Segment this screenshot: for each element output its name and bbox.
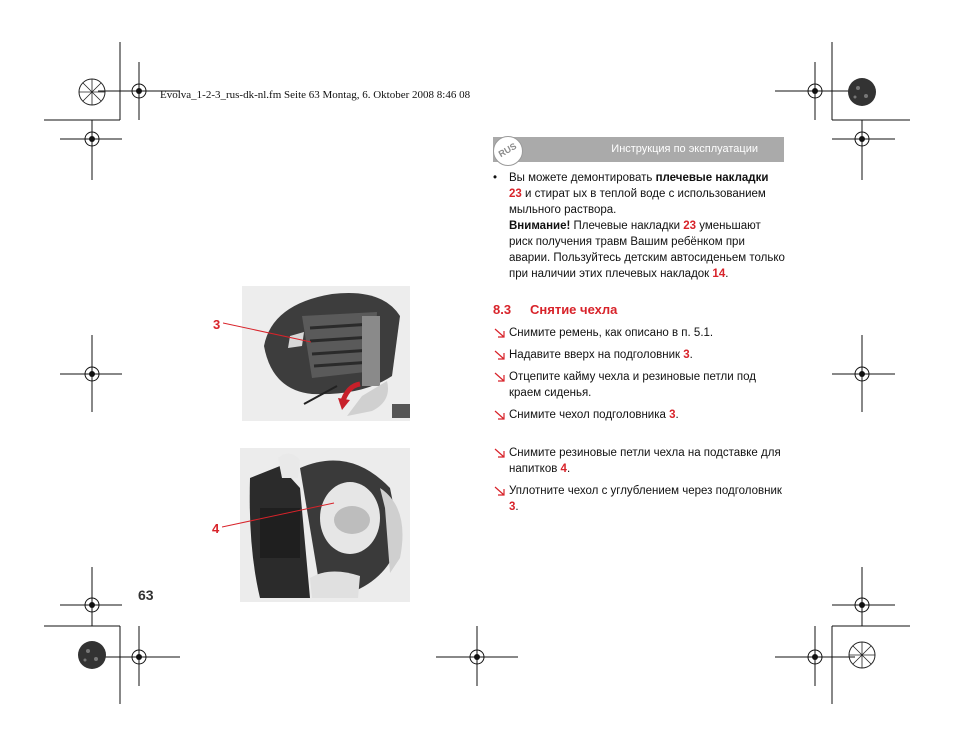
section-title: Снятие чехла bbox=[530, 302, 618, 317]
language-badge: RUS bbox=[493, 136, 523, 166]
headrest-illustration bbox=[242, 286, 410, 421]
bullet-body: Вы можете демонтировать плечевые накладки 23 и стират ых в теплой воде с использованием мыльного раствора. Внимание! Плечевые накладки 23 уменьшают риск получения травм Вашим ребёнком при аварии. Пользуйтесь детским автосиденьем только при наличии этих плечевых накладок 14. bbox=[509, 172, 785, 280]
callout-cover: 4 bbox=[212, 521, 220, 536]
section-heading bbox=[493, 302, 617, 317]
step-arrow-icon bbox=[493, 408, 507, 422]
step-arrow-icon bbox=[493, 370, 507, 384]
banner-title: Инструкция по эксплуатации bbox=[611, 143, 758, 155]
file-info-header: Evolva_1-2-3_rus-dk-nl.fm Seite 63 Montag, 6. Oktober 2008 8:46 08 bbox=[160, 89, 471, 101]
step-arrow-icon bbox=[493, 446, 507, 460]
step-arrow-icon bbox=[493, 348, 507, 362]
headrest-photo bbox=[242, 286, 410, 421]
callout-headrest: 3 bbox=[213, 317, 221, 332]
step-arrow-icon bbox=[493, 326, 507, 340]
page-number: 63 bbox=[138, 587, 154, 603]
warning-label: Внимание! bbox=[509, 220, 571, 232]
callout-line-headrest bbox=[223, 320, 313, 350]
language-banner bbox=[493, 137, 784, 162]
bullet-marker: • bbox=[493, 172, 498, 184]
callout-line-cover bbox=[222, 500, 342, 530]
step-arrow-icon bbox=[493, 484, 507, 498]
section-number: 8.3 bbox=[493, 302, 512, 317]
